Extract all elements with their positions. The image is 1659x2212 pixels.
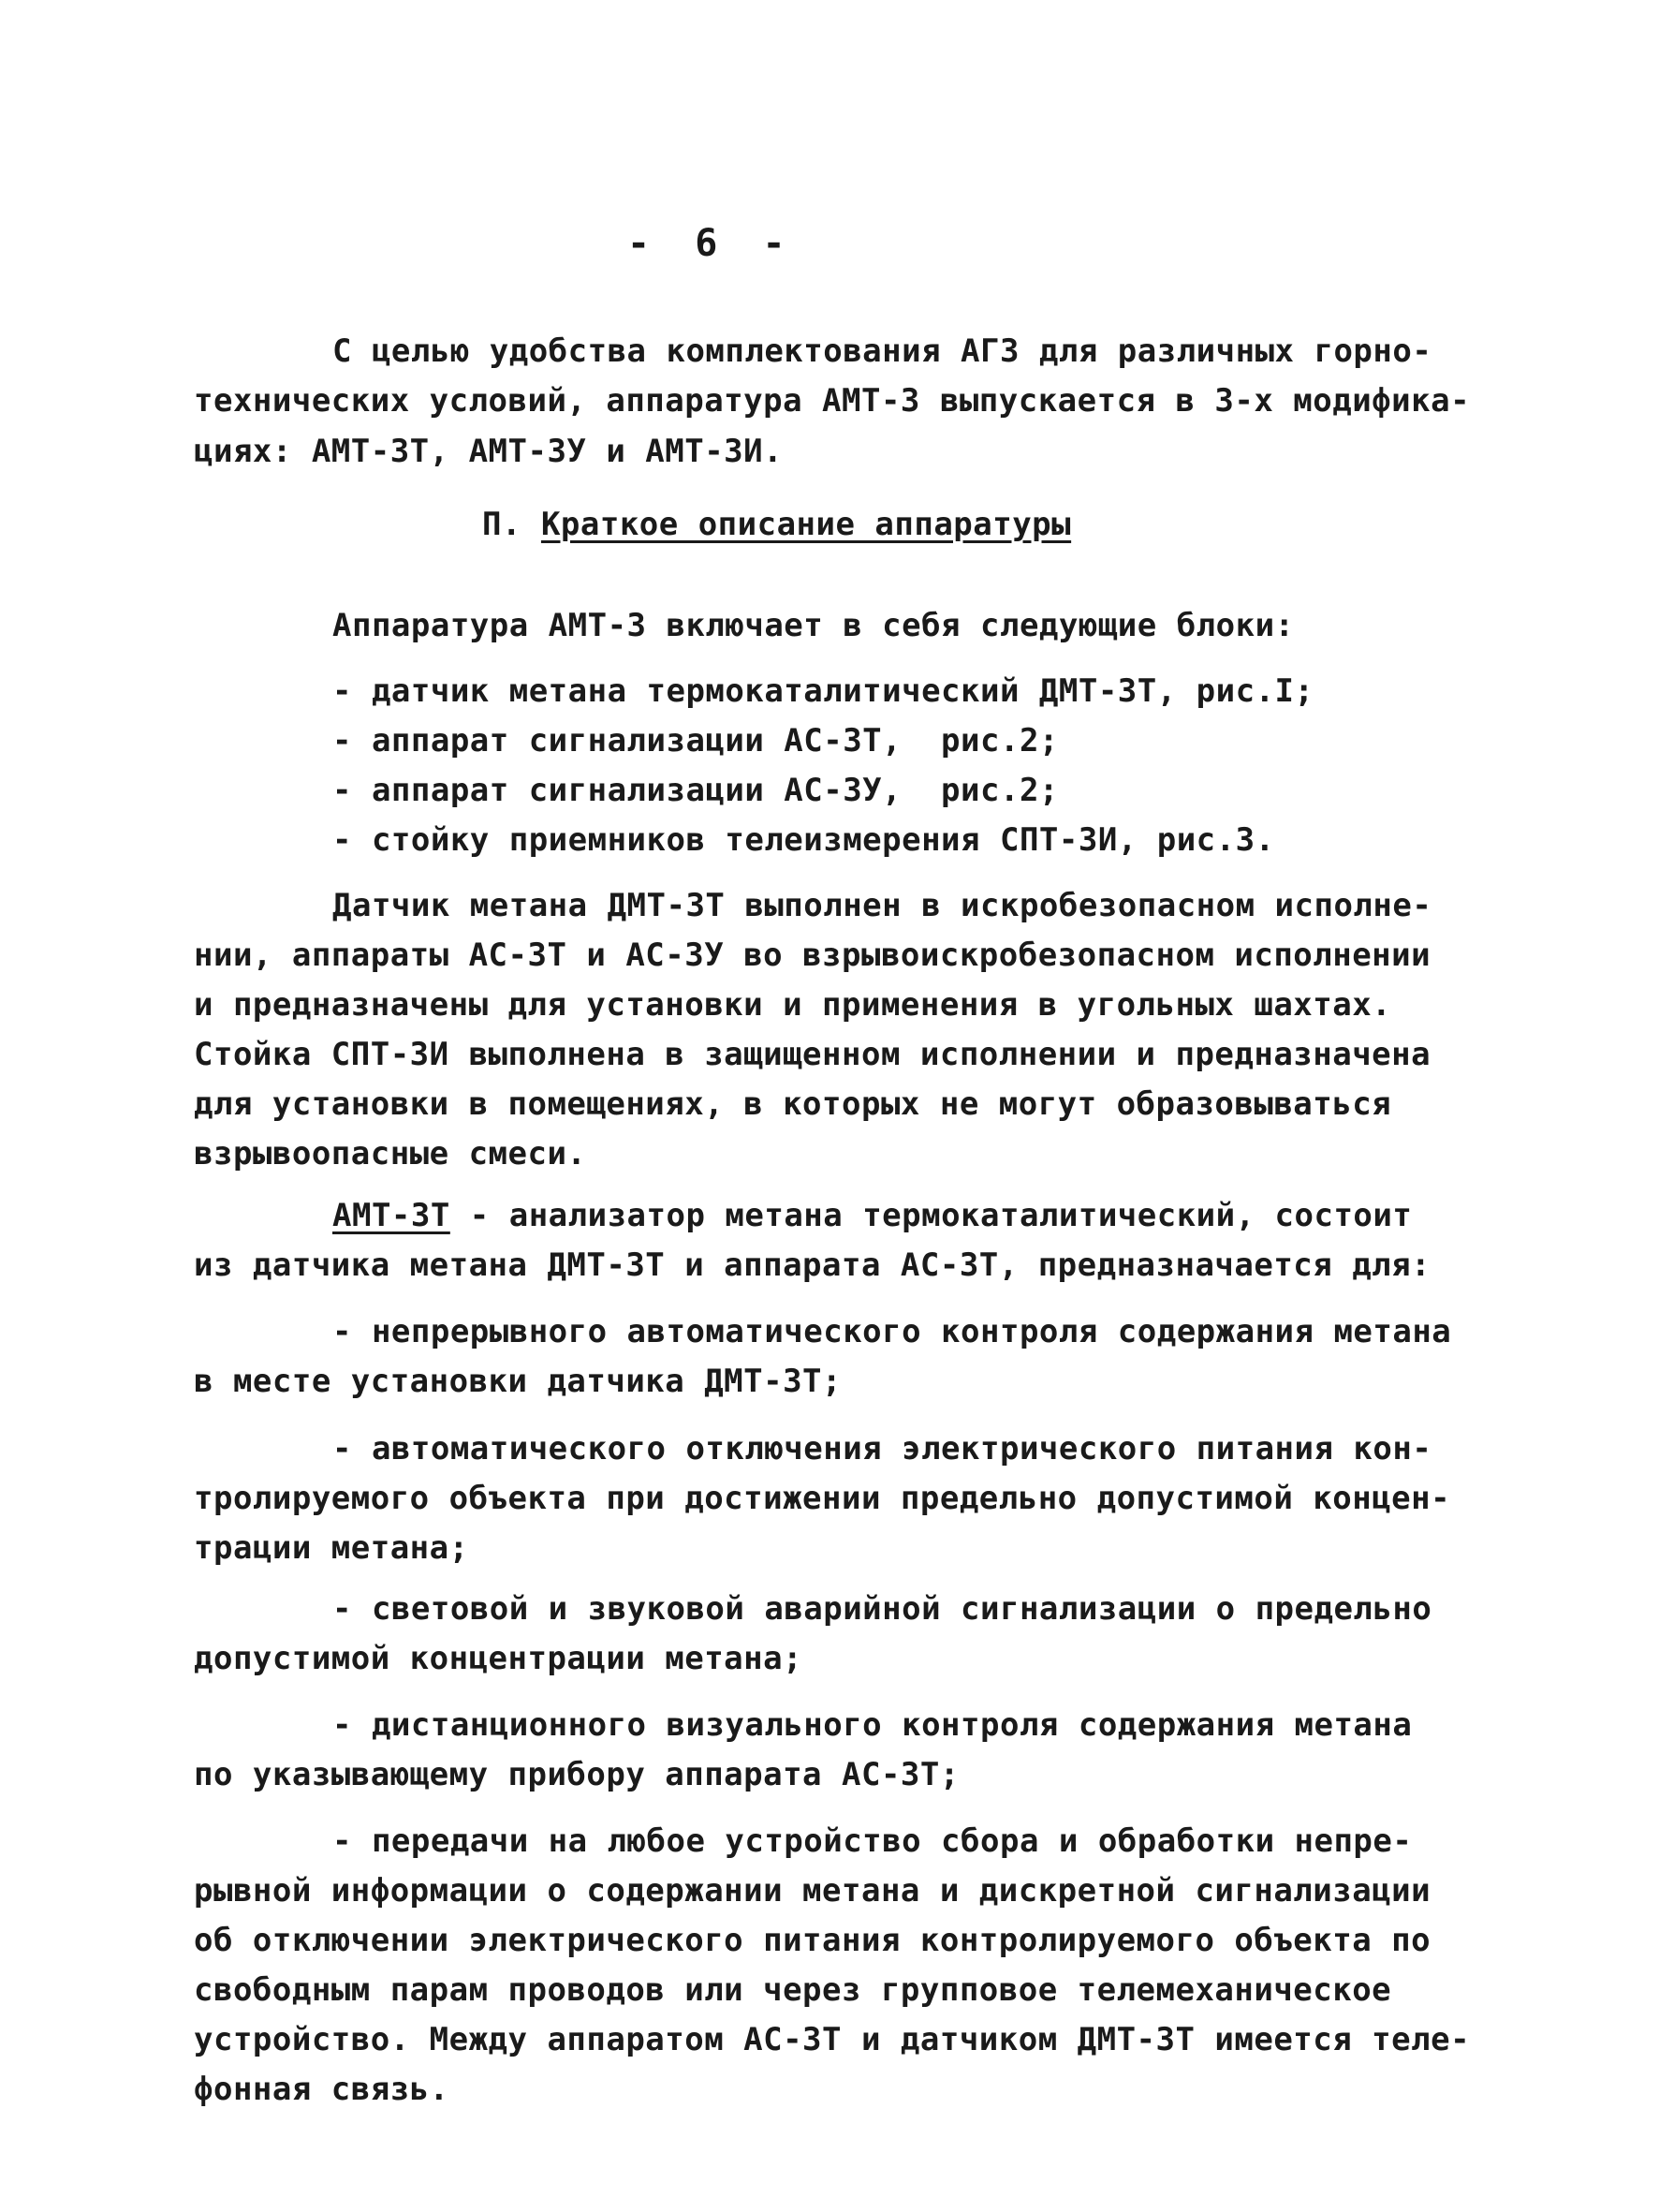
function-4-line-1: - дистанционного визуального контроля содержания метана xyxy=(332,1706,1413,1744)
function-4-line-2: по указывающему прибору аппарата АС-3Т; xyxy=(194,1756,960,1793)
intro-line-1: С целью удобства комплектования АГЗ для различных горно- xyxy=(332,332,1432,370)
execution-line-2: нии, аппараты АС-3Т и АС-3У во взрывоискробезопасном исполнении xyxy=(194,936,1431,974)
section-title: Краткое описание аппаратуры xyxy=(540,506,1072,543)
execution-line-3: и предназначены для установки и применения в угольных шахтах. xyxy=(194,986,1392,1024)
blocks-list-item: - аппарат сигнализации АС-3Т, рис.2; xyxy=(332,722,1059,759)
blocks-list-item: - аппарат сигнализации АС-3У, рис.2; xyxy=(332,772,1059,809)
intro-line-2: технических условий, аппаратура АМТ-3 выпускается в 3-х модифика- xyxy=(194,382,1471,420)
function-1-line-1: - непрерывного автоматического контроля содержания метана xyxy=(332,1313,1452,1350)
function-3-line-2: допустимой концентрации метана; xyxy=(194,1640,803,1677)
execution-line-4: Стойка СПТ-3И выполнена в защищенном исполнении и предназначена xyxy=(194,1036,1431,1073)
function-5-line-4: свободным парам проводов или через групповое телемеханическое xyxy=(194,1971,1392,2009)
execution-line-1: Датчик метана ДМТ-3Т выполнен в искробезопасном исполне- xyxy=(332,887,1432,924)
amt3t-line-2: из датчика метана ДМТ-3Т и аппарата АС-3Т, предназначается для: xyxy=(194,1246,1431,1284)
amt3t-term: АМТ-3Т xyxy=(332,1197,450,1234)
function-5-line-2: рывной информации о содержании метана и дискретной сигнализации xyxy=(194,1872,1431,1910)
execution-line-5: для установки в помещениях, в которых не могут образовываться xyxy=(194,1085,1392,1123)
function-2-line-2: тролируемого объекта при достижении предельно допустимой концен- xyxy=(194,1480,1451,1517)
page-number: - 6 - xyxy=(627,222,785,265)
function-5-line-6: фонная связь. xyxy=(194,2071,449,2108)
function-5-line-5: устройство. Между аппаратом АС-3Т и датчиком ДМТ-3Т имеется теле- xyxy=(194,2021,1471,2058)
function-2-line-3: трации метана; xyxy=(194,1529,469,1567)
execution-line-6: взрывоопасные смеси. xyxy=(194,1135,587,1172)
intro-line-3: циях: АМТ-3Т, АМТ-3У и АМТ-3И. xyxy=(194,433,784,470)
section-heading xyxy=(482,506,1071,543)
function-5-line-3: об отключении электрического питания контролируемого объекта по xyxy=(194,1922,1431,1959)
blocks-list-item: - стойку приемников телеизмерения СПТ-3И, рис.3. xyxy=(332,821,1275,859)
function-3-line-1: - световой и звуковой аварийной сигнализации о предельно xyxy=(332,1590,1432,1628)
blocks-list-item: - датчик метана термокаталитический ДМТ-3Т, рис.I; xyxy=(332,672,1314,710)
function-1-line-2: в месте установки датчика ДМТ-3Т; xyxy=(194,1363,843,1400)
blocks-intro: Аппаратура АМТ-3 включает в себя следующие блоки: xyxy=(332,607,1295,644)
function-5-line-1: - передачи на любое устройство сбора и обработки непре- xyxy=(332,1822,1413,1860)
function-2-line-1: - автоматического отключения электрического питания кон- xyxy=(332,1430,1432,1467)
amt3t-line-1 xyxy=(332,1197,1412,1234)
section-number: П. xyxy=(482,506,521,543)
amt3t-line-1-rest: - анализатор метана термокаталитический, состоит xyxy=(449,1197,1413,1234)
